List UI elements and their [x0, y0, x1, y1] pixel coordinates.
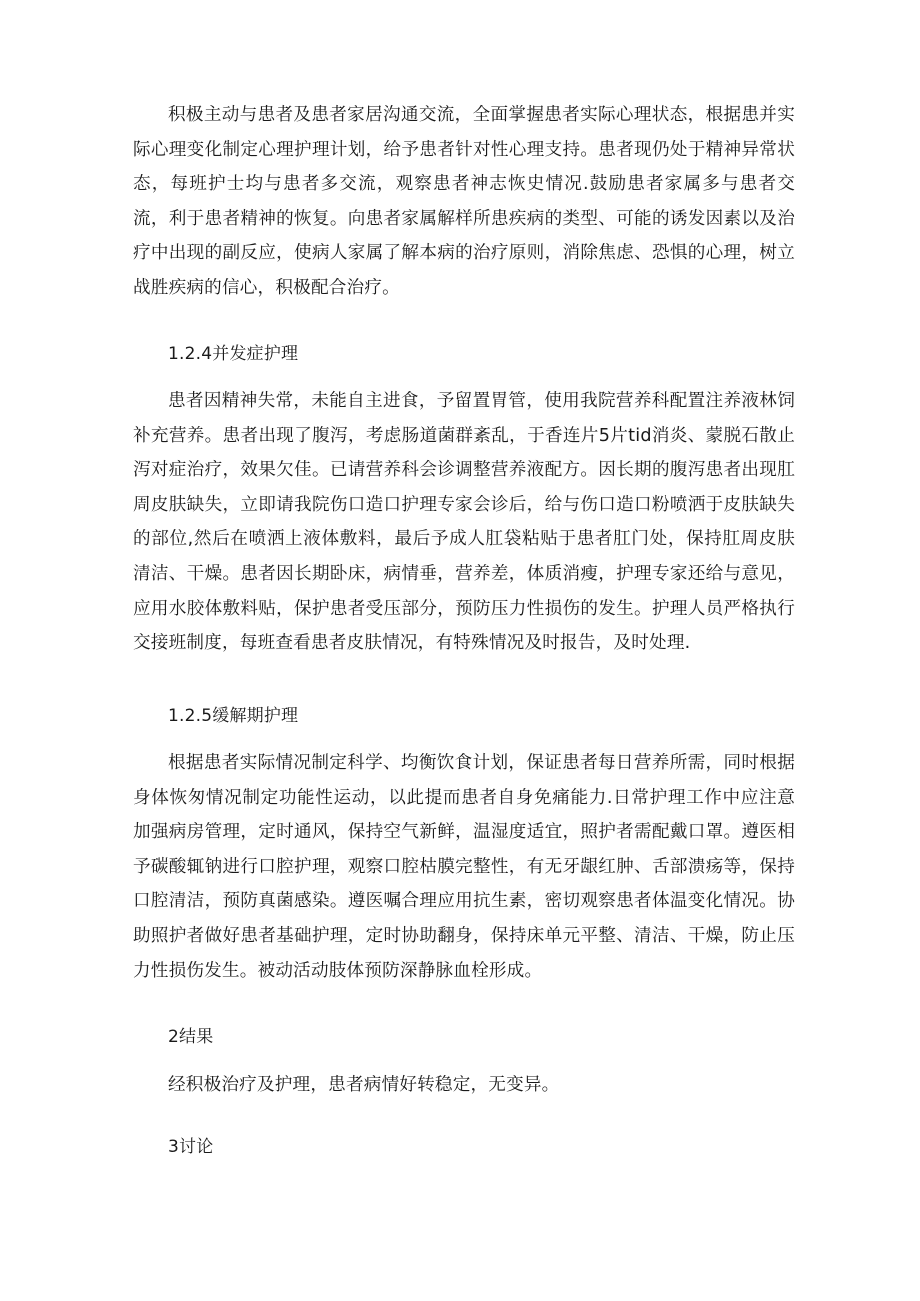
heading-complication-nursing: 1.2.4并发症护理	[168, 344, 299, 364]
paragraph-remission-nursing: 根据患者实际情况制定科学、均衡饮食计划，保证患者每日营养所需，同时根据身体恢匆情况制定功能性运动，以此提而患者自身免痛能力.日常护理工作中应注意加强病房管理，定时通风，保持空气新鲜，温湿度适宜，照护者需配戴口罩。遵医相予碳酸辄钠进行口腔护理，观察口腔枯膜完整性，有无牙龈红肿、舌部溃疡等，保持口腔清洁，预防真菌感染。遵医嘱合理应用抗生素，密切观察患者体温变化情况。协助照护者做好患者基础护理，定时协助翻身，保持床单元平整、清洁、干燥，防止压力性损伤发生。被动活动肢体预防深静脉血栓形成。	[133, 753, 795, 981]
heading-remission-nursing: 1.2.5缓解期护理	[168, 706, 299, 726]
paragraph-complication-nursing: 患者因精神失常，未能自主进食，予留置胃管，使用我院营养科配置注养液林饲补充营养。患者出现了腹泻，考虑肠道菌群紊乱，于香连片5片tid消炎、蒙脱石散止泻对症治疗，效果欠佳。已请营养科会诊调整营养液配方。因长期的腹泻患者出现肛周皮肤缺失，立即请我院伤口造口护理专家会诊后，给与伤口造口粉喷洒于皮肤缺失的部位,然后在喷洒上液体敷料，最后予成人肛袋粘贴于患者肛门处，保持肛周皮肤清洁、干燥。患者因长期卧床，病情垂，营养差，体质消瘦，护理专家还给与意见，应用水胶体敷料贴，保护患者受压部分，预防压力性损伤的发生。护理人员严格执行交接班制度，每班查看患者皮肤情况，有特殊情况及时报告，及时处理.	[133, 391, 795, 654]
heading-discussion: 3讨论	[168, 1137, 214, 1157]
paragraph-results: 经积极治疗及护理，患者病情好转稳定，无变异。	[168, 1075, 560, 1095]
heading-results: 2结果	[168, 1027, 214, 1047]
paragraph-psychological-nursing: 积极主动与患者及患者家居沟通交流，全面掌握患者实际心理状态，根据患并实际心理变化制定心理护理计划，给予患者针对性心理支持。患者现仍处于精神异常状态，每班护士均与患者多交流，观察患者神志恢史情况.鼓励患者家属多与患者交流，利于患者精神的恢复。向患者家属解样所患疾病的类型、可能的诱发因素以及治疗中出现的副反应，使病人家属了解本病的治疗原则，消除焦虑、恐惧的心理，树立战胜疾病的信心，积极配合治疗。	[133, 105, 795, 298]
